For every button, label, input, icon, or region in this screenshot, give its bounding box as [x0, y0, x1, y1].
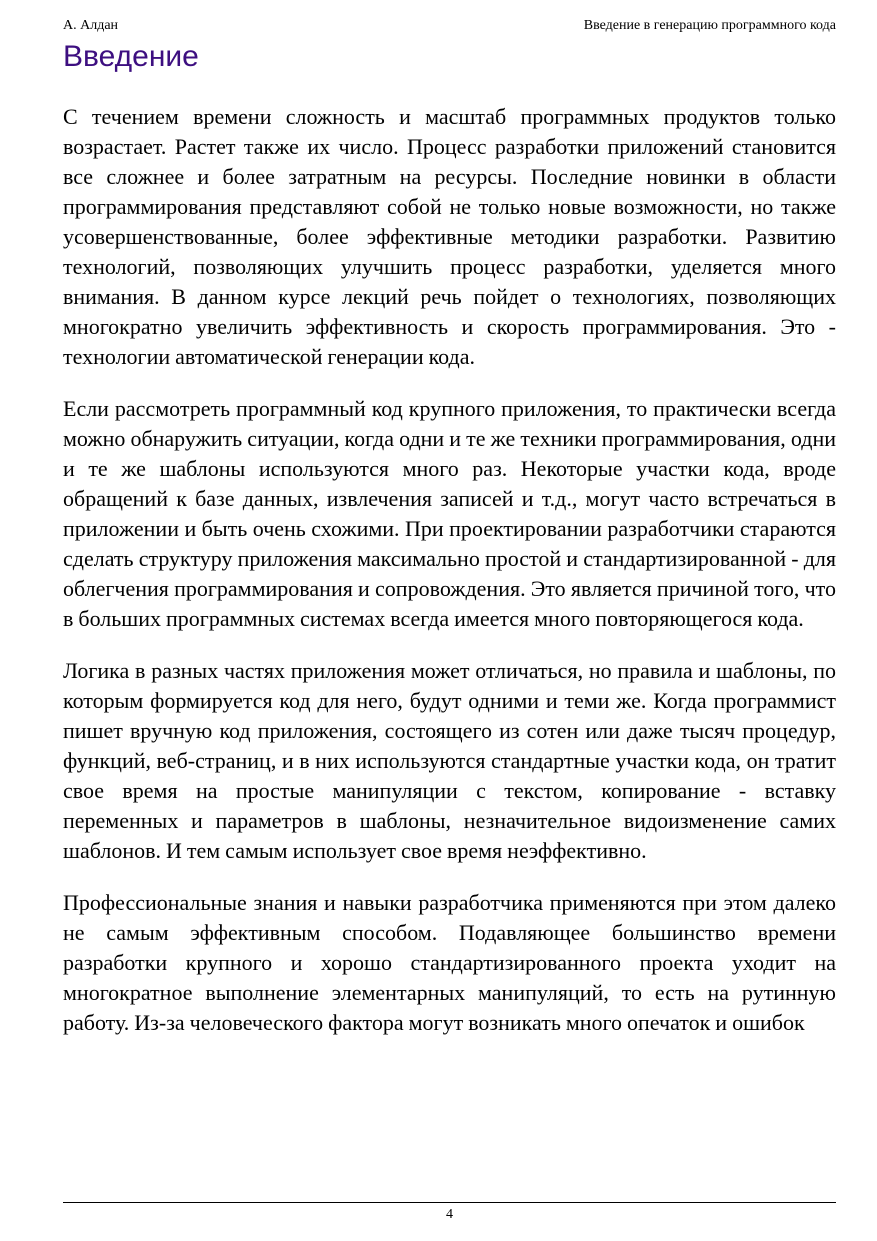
document-page [63, 0, 836, 1241]
footer-divider [63, 1202, 836, 1203]
running-header [63, 16, 836, 36]
section-title: Введение [63, 40, 199, 73]
paragraph-4: Профессиональные знания и навыки разработчика применяются при этом далеко не самым эффективным способом. Подавляющее большинство времени разработки крупного и хорошо стандартизированного проекта уходит на многократное выполнение элементарных манипуляций, то есть на рутинную работу. Из-за человеческого фактора могут возникать много опечаток и ошибок [63, 890, 836, 1035]
page-number: 4 [446, 1207, 453, 1222]
header-author: А. Алдан [63, 18, 119, 33]
paragraph-1: С течением времени сложность и масштаб программных продуктов только возрастает. Растет также их число. Процесс разработки приложений становится все сложнее и более затратным на ресурсы. Последние новинки в области программирования представляют собой не только новые возможности, но также усовершенствованные, более эффективные методики разработки. Развитию технологий, позволяющих улучшить процесс разработки, уделяется много внимания. В данном курсе лекций речь пойдет о технологиях, позволяющих многократно увеличить эффективность и скорость программирования. Это - технологии автоматической генерации кода. [63, 104, 836, 369]
body-text [63, 102, 836, 1172]
paragraph-3: Логика в разных частях приложения может отличаться, но правила и шаблоны, по которым формируется код для него, будут одними и теми же. Когда программист пишет вручную код приложения, состоящего из сотен или даже тысяч процедур, функций, веб-страниц, и в них используются стандартные участки кода, он тратит свое время на простые манипуляции с текстом, копирование - вставку переменных и параметров в шаблоны, незначительное видоизменение самих шаблонов. И тем самым использует свое время неэффективно. [63, 658, 836, 863]
header-course-title: Введение в генерацию программного кода [583, 18, 836, 33]
paragraph-2: Если рассмотреть программный код крупного приложения, то практически всегда можно обнаружить ситуации, когда одни и те же техники программирования, одни и те же шаблоны используются много раз. Некоторые участки кода, вроде обращений к базе данных, извлечения записей и т.д., могут часто встречаться в приложении и быть очень схожими. При проектировании разработчики стараются сделать структуру приложения максимально простой и стандартизированной - для облегчения программирования и сопровождения. Это является причиной того, что в больших программных системах всегда имеется много повторяющегося кода. [63, 396, 836, 631]
